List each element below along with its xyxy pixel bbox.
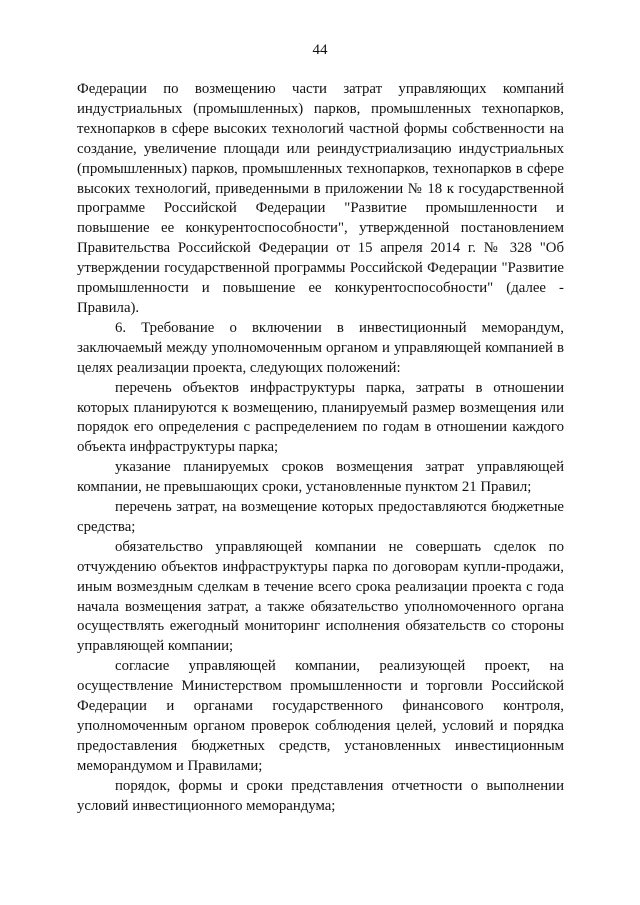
- paragraph-continuation: Федерации по возмещению части затрат управляющих компаний индустриальных (промышленных) парков, промышленных технопарков, технопарков в сфере высоких технологий частной формы собственности на создание, увеличение площади или реиндустриализацию индустриальных (промышленных) парков, промышленных технопарков, технопарков в сфере высоких технологий, приведенными в приложении № 18 к государственной программе Российской Федерации "Развитие промышленности и повышение ее конкурентоспособности", утвержденной постановлением Правительства Российской Федерации от 15 апреля 2014 г. № 328 "Об утверждении государственной программы Российской Федерации "Развитие промышленности и повышение ее конкурентоспособности" (далее - Правила).: [77, 81, 564, 316]
- document-body: [77, 80, 564, 817]
- paragraph-infrastructure-list: перечень объектов инфраструктуры парка, затраты в отношении которых планируются к возмещению, планируемый размер возмещения или порядок его определения с распределением по годам в отношении каждого объекта инфраструктуры парка;: [77, 379, 564, 456]
- paragraph-alienation-obligation: обязательство управляющей компании не совершать сделок по отчуждению объектов инфраструктуры парка по договорам купли-продажи, иным возмездным сделкам в течение всего срока реализации проекта с года начала возмещения затрат, а также обязательство уполномоченного органа осуществлять ежегодный мониторинг исполнения обязательств со стороны управляющей компании;: [77, 538, 564, 655]
- paragraph-audit-consent: согласие управляющей компании, реализующей проект, на осуществление Министерством промышленности и торговли Российской Федерации и органами государственного финансового контроля, уполномоченным органом проверок соблюдения целей, условий и порядка предоставления бюджетных средств, установленных инвестиционным меморандумом и Правилами;: [77, 658, 564, 774]
- paragraph-reporting-procedure: порядок, формы и сроки представления отчетности о выполнении условий инвестиционного меморандума;: [77, 777, 564, 814]
- page-number: 44: [312, 42, 328, 58]
- paragraph-expense-list: перечень затрат, на возмещение которых предоставляются бюджетные средства;: [77, 499, 564, 535]
- paragraph-item-6: 6. Требование о включении в инвестиционный меморандум, заключаемый между уполномоченным органом и управляющей компанией в целях реализации проекта, следующих положений:: [77, 319, 564, 376]
- paragraph-reimbursement-terms: указание планируемых сроков возмещения затрат управляющей компании, не превышающих сроки, установленные пунктом 21 Правил;: [77, 459, 564, 496]
